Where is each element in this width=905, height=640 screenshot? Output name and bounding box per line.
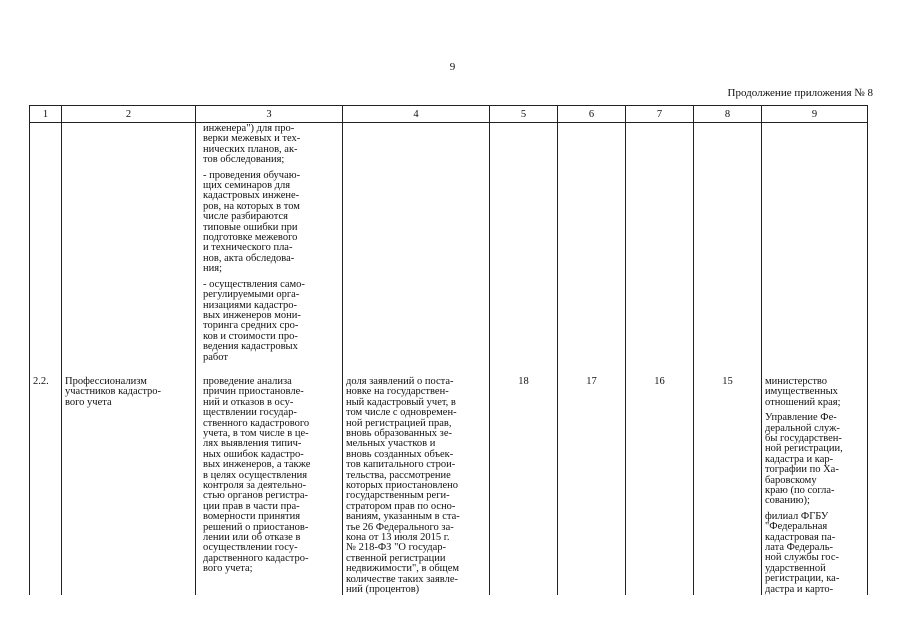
- column-header: 6: [558, 106, 626, 123]
- cell-indicator-definition: доля заявлений о поста- новке на государствен- ный кадастровый учет, в том числе с одновремен- ной регистрацией прав, вновь образованных зе- мельных участков и вновь созданных объек- тов капитального строи- тельства, рассмотрение которых приостановлено государственным реги- стратором прав по осно- ваниям, указанным в ста- тье 26 Федерального за- кона от 13 июля 2015 г. № 218-ФЗ "О государ- ственной регистрации недвижимости", в общем количестве таких заявле- ний (процентов): [343, 373, 490, 596]
- cell-measures-continued: [196, 123, 343, 373]
- measure-paragraph: - проведения обучаю- щих семинаров для кадастровых инжене- ров, на которых в том числе разбираются типовые ошибки при подготовке межевого и технического пла- нов, акта обследова- ния;: [203, 169, 301, 275]
- continuation-label: Продолжение приложения № 8: [727, 87, 873, 99]
- cell-row-number: 2.2.: [30, 373, 62, 596]
- measure-paragraph: инженера") для про- верки межевых и тех- нических планов, ак- тов обследования;: [203, 123, 301, 166]
- cell-measures: проведение анализа причин приостановле- ний и отказов в осу- ществлении государ- ственного кадастрового учета, в том числе в це- лях выявления типич- ных ошибок кадастро- вых инженеров, а также в целях осуществления контроля за деятельно- стью органов регистра- ции прав в части пра- вомерности принятия решений о приостанов- лении или об отказе в осуществлении госу- дарственного кадастро- вого учета;: [196, 373, 343, 596]
- cell-empty: [762, 123, 868, 373]
- cell-indicator-name: Профессионализм участников кадастро- вого учета: [62, 373, 196, 596]
- cell-empty: [343, 123, 490, 373]
- column-header: 8: [694, 106, 762, 123]
- appendix-table: [29, 105, 868, 595]
- responsible-paragraph: министерство имущественных отношений края;: [765, 375, 841, 408]
- responsible-paragraph: филиал ФГБУ "Федеральная кадастровая па- лата Федераль- ной службы гос- ударственной регистрации, ка- дастра и карто-: [765, 510, 840, 595]
- cell-empty: [558, 123, 626, 373]
- cell-responsible: [762, 373, 868, 596]
- responsible-paragraph: Управление Фе- деральной служ- бы государствен- ной регистрации, кадастра и кар- тографии по Ха- баровскому краю (по согла- сованию);: [765, 412, 843, 507]
- table-row-2-2: [30, 373, 868, 596]
- cell-value-col5: 18: [490, 373, 558, 596]
- page-number: 9: [449, 61, 456, 73]
- column-header: 9: [762, 106, 868, 123]
- cell-value-col8: 15: [694, 373, 762, 596]
- cell-empty: [30, 123, 62, 373]
- measure-paragraph: - осуществления само- регулируемыми орга- низациями кадастро- вых инженеров мони- торинга средних сро- ков и стоимости про- ведения кадастровых работ: [203, 278, 305, 363]
- header-row: [30, 106, 868, 123]
- cell-empty: [62, 123, 196, 373]
- column-header: 3: [196, 106, 343, 123]
- column-header: 2: [62, 106, 196, 123]
- column-header: 5: [490, 106, 558, 123]
- column-header: 4: [343, 106, 490, 123]
- cell-value-col6: 17: [558, 373, 626, 596]
- column-header: 1: [30, 106, 62, 123]
- table-row-continuation: [30, 123, 868, 373]
- cell-empty: [626, 123, 694, 373]
- cell-empty: [490, 123, 558, 373]
- cell-value-col7: 16: [626, 373, 694, 596]
- cell-empty: [694, 123, 762, 373]
- column-header: 7: [626, 106, 694, 123]
